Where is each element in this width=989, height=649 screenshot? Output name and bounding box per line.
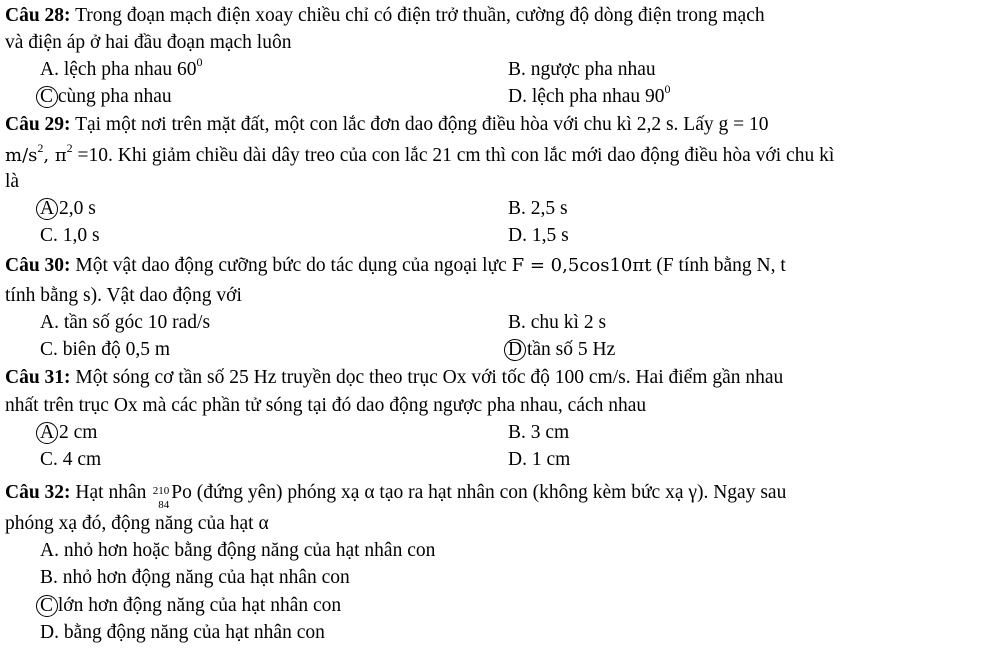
q32-option-c[interactable] bbox=[40, 594, 341, 618]
q29-option-a-text: 2,0 s bbox=[58, 198, 96, 219]
q32-option-d[interactable] bbox=[40, 621, 325, 645]
q30-stem-cont: (F tính bằng N, t bbox=[656, 255, 786, 276]
q31-option-d[interactable] bbox=[508, 448, 570, 472]
q32-option-b[interactable] bbox=[40, 566, 350, 590]
q30-option-c[interactable] bbox=[40, 338, 170, 362]
q31-number: Câu 31: bbox=[5, 367, 71, 388]
q29-stem-line3: là bbox=[5, 171, 20, 192]
q31-option-a-letter-circled bbox=[40, 421, 54, 445]
answer-circle-mark bbox=[36, 86, 58, 108]
q30-stem-line1 bbox=[5, 254, 786, 278]
q29-option-a-letter: A bbox=[40, 198, 55, 219]
q32-stem: Hạt nhân bbox=[75, 482, 147, 503]
q30-number: Câu 30: bbox=[5, 255, 71, 276]
q29-stem-line2 bbox=[5, 141, 835, 168]
q28-option-a[interactable] bbox=[40, 55, 203, 82]
q32-atomic-number: 84 bbox=[158, 499, 170, 511]
q28-option-a-letter: A. bbox=[40, 59, 59, 80]
q32-option-a-letter: A. bbox=[40, 540, 59, 561]
q29-option-c-letter: C. bbox=[40, 225, 58, 246]
q28-option-b[interactable] bbox=[508, 58, 656, 82]
q29-stem: Tại một nơi trên mặt đất, một con lắc đơn dao động điều hòa với chu kì 2,2 s. Lấy g = 10 bbox=[75, 114, 769, 135]
q32-option-d-letter: D. bbox=[40, 622, 59, 643]
q28-option-b-letter: B. bbox=[508, 59, 526, 80]
q32-option-c-text: lớn hơn động năng của hạt nhân con bbox=[57, 595, 342, 616]
q30-formula: F = 0,5cos10πt bbox=[511, 255, 652, 276]
q32-stem-cont: (đứng yên) phóng xạ α tạo ra hạt nhân con (không kèm bức xạ γ). Ngay sau bbox=[196, 482, 787, 503]
q29-unit-exp: 2 bbox=[37, 141, 44, 155]
q32-option-d-text: bằng động năng của hạt nhân con bbox=[63, 622, 325, 643]
q32-option-c-letter: C bbox=[40, 595, 54, 616]
q28-stem-line2: và điện áp ở hai đầu đoạn mạch luôn bbox=[5, 32, 292, 53]
q32-stem-line2: phóng xạ đó, động năng của hạt α bbox=[5, 513, 269, 534]
q31-stem-line2: nhất trên trục Ox mà các phần tử sóng tại đó dao động ngược pha nhau, cách nhau bbox=[5, 395, 647, 416]
q30-option-d-text: tần số 5 Hz bbox=[526, 339, 616, 360]
q30-option-b[interactable] bbox=[508, 311, 606, 335]
q31-option-a-text: 2 cm bbox=[58, 422, 98, 443]
q30-option-d[interactable] bbox=[508, 338, 615, 362]
q29-option-d[interactable] bbox=[508, 224, 569, 248]
q28-stem: Trong đoạn mạch điện xoay chiều chỉ có điện trở thuần, cường độ dòng điện trong mạch bbox=[75, 5, 765, 26]
q29-option-c-text: 1,0 s bbox=[62, 225, 100, 246]
q31-option-b[interactable] bbox=[508, 421, 569, 445]
q31-option-c-text: 4 cm bbox=[62, 449, 102, 470]
q28-stem-line1 bbox=[5, 4, 765, 28]
q29-option-d-letter: D. bbox=[508, 225, 527, 246]
q30-option-a[interactable] bbox=[40, 311, 210, 335]
q31-option-d-text: 1 cm bbox=[531, 449, 571, 470]
q29-pi: , π bbox=[43, 145, 67, 166]
q28-option-a-text: lệch pha nhau 60 bbox=[63, 59, 197, 80]
q28-option-c-text: cùng pha nhau bbox=[57, 86, 172, 107]
q29-unit: m/s bbox=[5, 145, 38, 166]
q30-option-c-text: biên độ 0,5 m bbox=[62, 339, 171, 360]
q32-option-a[interactable] bbox=[40, 539, 435, 563]
q31-option-a-letter: A bbox=[40, 422, 55, 443]
q31-option-c[interactable] bbox=[40, 448, 101, 472]
q30-option-b-text: chu kì 2 s bbox=[530, 312, 607, 333]
q29-option-c[interactable] bbox=[40, 224, 100, 248]
q29-option-a[interactable] bbox=[40, 197, 96, 221]
q31-stem-line1 bbox=[5, 366, 783, 390]
q28-option-d-text: lệch pha nhau 90 bbox=[531, 86, 665, 107]
q31-option-a[interactable] bbox=[40, 421, 97, 445]
q30-stem-line2: tính bằng s). Vật dao động với bbox=[5, 285, 242, 306]
q28-option-c-letter: C bbox=[40, 86, 54, 107]
q32-nuclide-numbers bbox=[151, 481, 171, 511]
answer-circle-mark bbox=[36, 198, 58, 220]
q29-number: Câu 29: bbox=[5, 114, 71, 135]
answer-circle-mark bbox=[504, 339, 526, 361]
q31-option-d-letter: D. bbox=[508, 449, 527, 470]
q28-number: Câu 28: bbox=[5, 5, 71, 26]
q32-number: Câu 32: bbox=[5, 482, 71, 503]
q28-option-a-degree: 0 bbox=[196, 55, 203, 69]
q32-mass-number: 210 bbox=[152, 485, 170, 497]
q31-option-b-letter: B. bbox=[508, 422, 526, 443]
q32-option-c-letter-circled bbox=[40, 594, 53, 618]
q30-option-d-letter: D bbox=[508, 339, 523, 360]
q29-option-b-letter: B. bbox=[508, 198, 526, 219]
q29-stem-cont: =10. Khi giảm chiều dài dây treo của con lắc 21 cm thì con lắc mới dao động điều hòa với chu kì bbox=[72, 145, 835, 166]
q28-option-d-degree: 0 bbox=[664, 82, 671, 96]
q30-option-a-text: tần số góc 10 rad/s bbox=[63, 312, 211, 333]
q28-option-d[interactable] bbox=[508, 82, 671, 109]
q28-option-c-letter-circled bbox=[40, 85, 53, 109]
q31-option-b-text: 3 cm bbox=[530, 422, 570, 443]
q29-option-b[interactable] bbox=[508, 197, 568, 221]
q32-stem-line1 bbox=[5, 481, 787, 511]
answer-circle-mark bbox=[36, 422, 58, 444]
q30-option-a-letter: A. bbox=[40, 312, 59, 333]
q28-option-d-letter: D. bbox=[508, 86, 527, 107]
q28-option-c[interactable] bbox=[40, 85, 172, 109]
q28-option-b-text: ngược pha nhau bbox=[530, 59, 656, 80]
answer-circle-mark bbox=[36, 595, 58, 617]
q32-option-b-text: nhỏ hơn động năng của hạt nhân con bbox=[62, 567, 350, 588]
q29-option-b-text: 2,5 s bbox=[530, 198, 568, 219]
q29-stem-line1 bbox=[5, 113, 769, 137]
q30-stem: Một vật dao động cưỡng bức do tác dụng của ngoại lực bbox=[75, 255, 507, 276]
q30-option-c-letter: C. bbox=[40, 339, 58, 360]
q31-stem: Một sóng cơ tần số 25 Hz truyền dọc theo trục Ox với tốc độ 100 cm/s. Hai điểm gần nhau bbox=[75, 367, 784, 388]
q31-option-c-letter: C. bbox=[40, 449, 58, 470]
q32-element: Po bbox=[171, 482, 192, 503]
q29-option-d-text: 1,5 s bbox=[531, 225, 569, 246]
q32-option-a-text: nhỏ hơn hoặc bằng động năng của hạt nhân con bbox=[63, 540, 436, 561]
q30-option-d-letter-circled bbox=[508, 338, 522, 362]
q29-pi-exp: 2 bbox=[66, 141, 73, 155]
q32-option-b-letter: B. bbox=[40, 567, 58, 588]
q29-option-a-letter-circled bbox=[40, 197, 54, 221]
q30-option-b-letter: B. bbox=[508, 312, 526, 333]
